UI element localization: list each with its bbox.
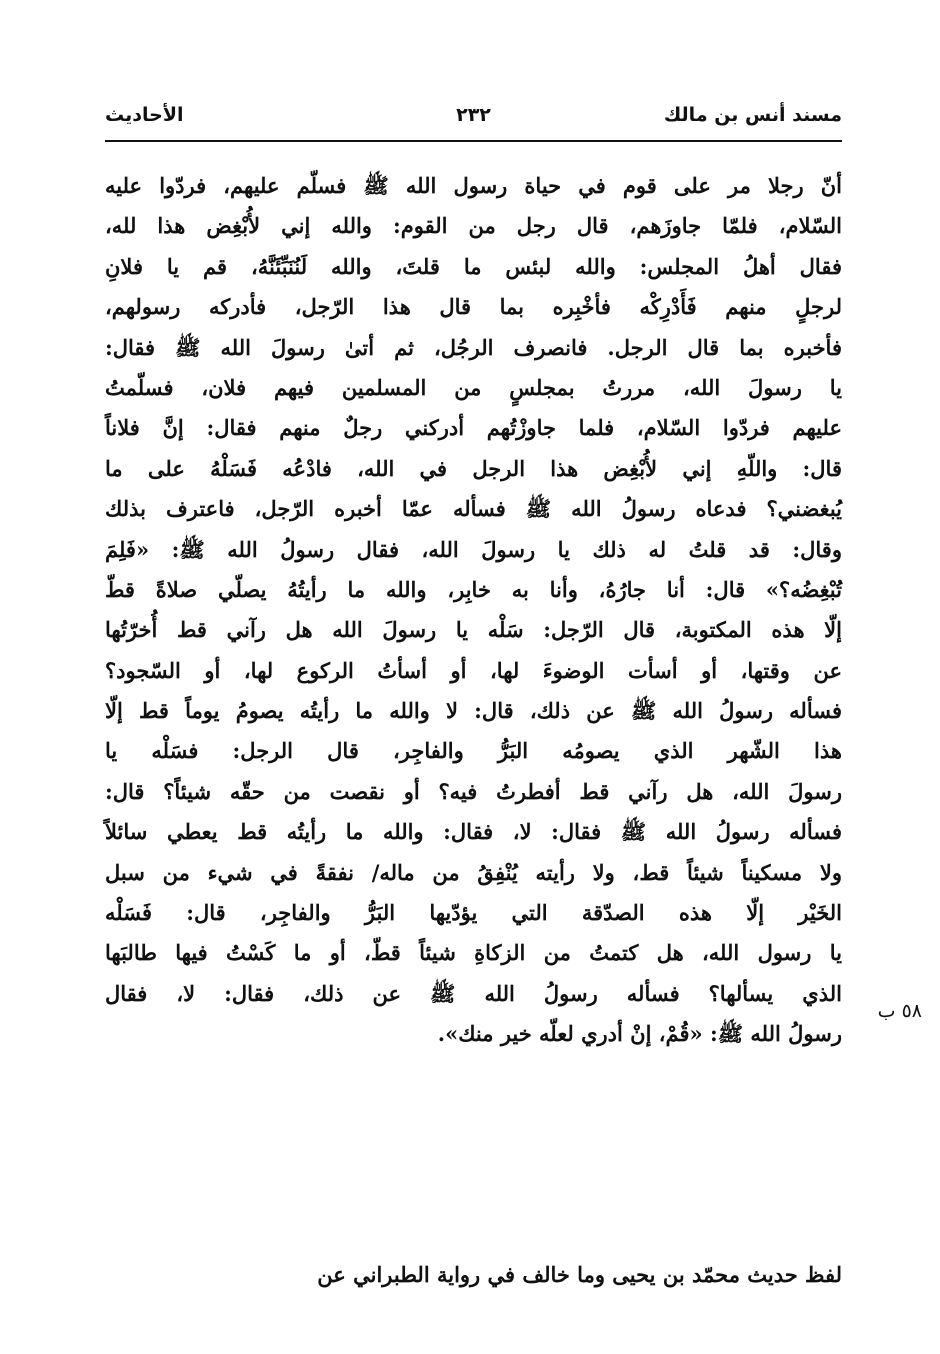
text-line: وقال: قد قلتُ له ذلك يا رسولَ الله، فقال رسولُ الله ﷺ: «فَلِمَ — [105, 536, 842, 562]
section-title: الأحاديث — [105, 104, 184, 126]
hadith-text — [105, 166, 842, 1055]
text-line: يا رسولَ الله، مررتُ بمجلسٍ من المسلمين فيهم فلان، فسلّمتُ — [105, 374, 842, 400]
second-paragraph: لفظ حديث محمّد بن يحيى وما خالف في رواية الطبراني عن — [317, 1262, 842, 1287]
text-line: فسأله رسولُ الله ﷺ عن ذلك، قال: لا والله ما رأيتُه يصومُ يوماً قط إلّا — [105, 698, 842, 724]
text-line: رسولَ الله، هل رآني قط أفطرتُ فيه؟ أو نقصت من حقّه شيئاً؟ قال: — [105, 778, 842, 804]
text-line: قال: واللّهِ إني لأُبْغِض هذا الرجل في الله، فادْعُه فَسَلْهُ على ما — [105, 455, 842, 481]
text-line: السّلام، فلمّا جاوزَهم، قال رجل من القوم: والله إني لأُبْغِض هذا لله، — [105, 213, 842, 239]
text-line: عليهم فردّوا السّلام، فلما جاوزْتُهم أدركني رجلٌ منهم فقال: إنَّ فلاناً — [105, 415, 842, 441]
text-line: عن وقتها، أو أسأت الوضوءَ لها، أو أسأتُ الركوع لها، أو السّجود؟ — [105, 657, 842, 683]
page-header — [105, 104, 842, 142]
text-line: تُبْغِضُه؟» قال: أنا جارُهُ، وأنا به خابِر، والله ما رأيتُهُ يصلّي صلاةً قطّ — [105, 576, 842, 602]
text-line: فأخبره بما قال الرجل. فانصرف الرجُل، ثم أتىٰ رسولَ الله ﷺ فقال: — [105, 334, 842, 360]
manuscript-folio-note: ٥٨ ب — [877, 1000, 922, 1022]
text-line: الذي يسألها؟ فسأله رسولُ الله ﷺ عن ذلك، فقال: لا، فقال — [105, 980, 842, 1006]
text-line: إلّا هذه المكتوبة، قال الرّجل: سَلْه يا رسولَ الله هل رآني قط أُخرّتُها — [105, 617, 842, 643]
page-number: ٢٣٢ — [456, 104, 491, 126]
text-line: ولا مسكيناً شيئاً قط، ولا رأيته يُنْفِقُ من ماله/ نفقةً في شيء من سبل — [105, 859, 842, 885]
text-line: فسأله رسولُ الله ﷺ فقال: لا، فقال: والله ما رأيتُه قط يعطي سائلاً — [105, 819, 842, 845]
text-line: رسولُ الله ﷺ: «قُمْ، إنْ أدري لعلّه خير منك». — [437, 1021, 842, 1047]
text-line: لرجلٍ منهم فَأَدْرِكْه فأخْبِره بما قال هذا الرّجل، فأدركه رسولهم، — [105, 294, 842, 320]
text-line: فقال أهلُ المجلس: والله لبئس ما قلتَ، والله لَنُنَبِّئَنَّهُ، قم يا فلانِ — [105, 253, 842, 279]
text-line: الخَيْر إلّا هذه الصدّقة التي يؤدّيها البَرُّ والفاجِر، قال: فَسَلْه — [105, 900, 842, 926]
book-title: مسند أنس بن مالك — [663, 104, 842, 126]
text-line: هذا الشّهر الذي يصومُه البَرُّ والفاجِر، قال الرجل: فسَلْه يا — [105, 738, 842, 764]
text-line: يُبغضني؟ فدعاه رسولُ الله ﷺ فسأله عمّا أخبره الرّجل، فاعترف بذلك — [105, 496, 842, 522]
text-line: أنّ رجلا مر على قوم في حياة رسول الله ﷺ فسلّم عليهم، فردّوا عليه — [105, 173, 842, 198]
text-line: يا رسول الله، هل كتمتُ من الزكاةِ شيئاً قطّ، أو ما كَسْتُ فيها طالبَها — [105, 940, 842, 966]
